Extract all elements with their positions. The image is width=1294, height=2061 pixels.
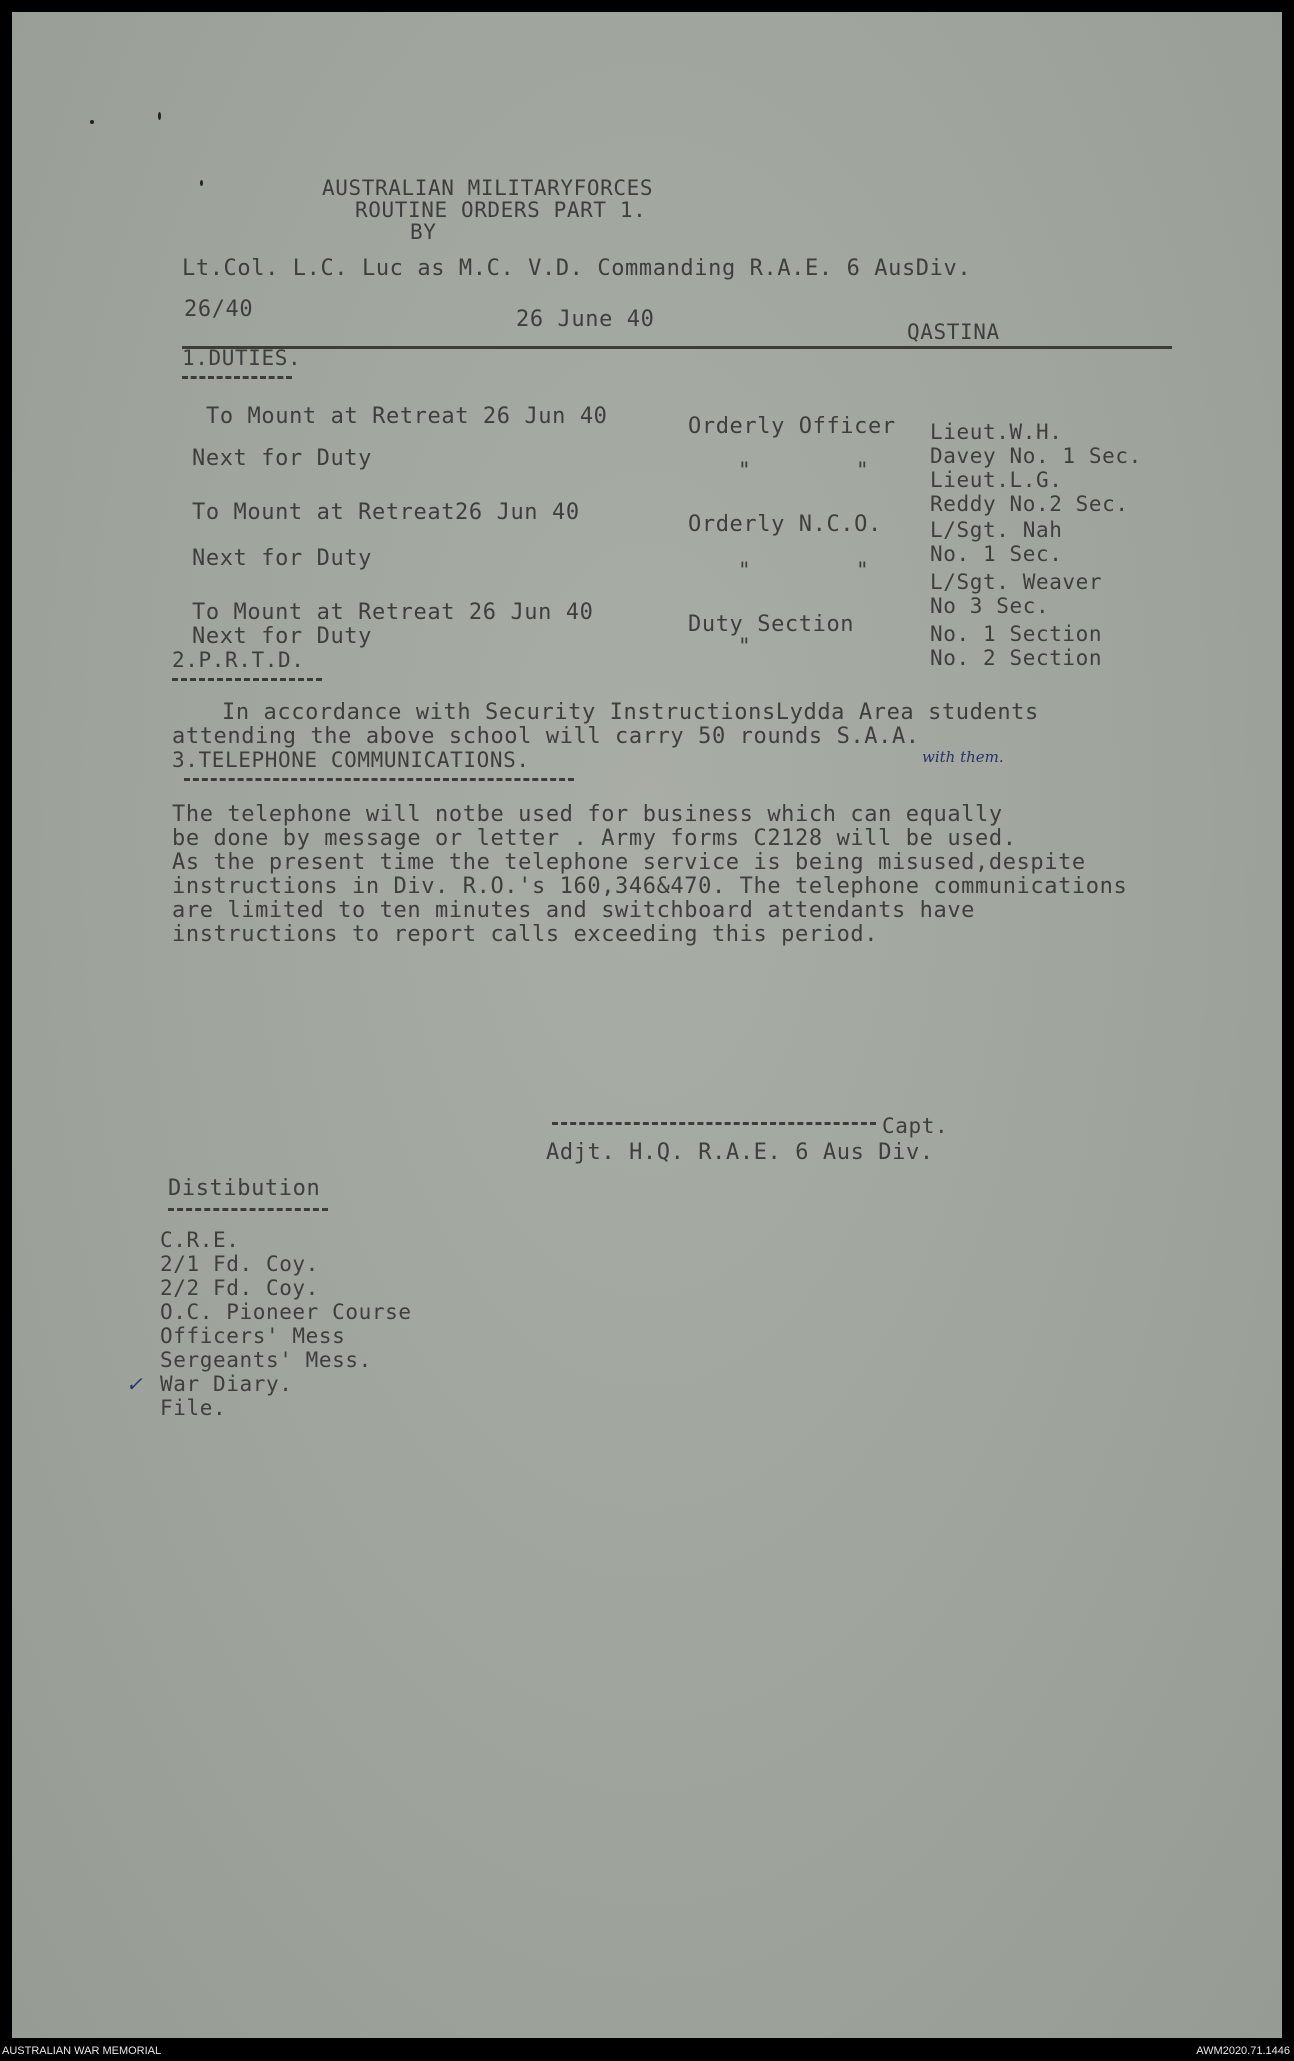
duty-row-right: No. 2 Section xyxy=(930,646,1103,670)
signature-line xyxy=(552,1122,876,1125)
distribution-item: Sergeants' Mess. xyxy=(160,1348,372,1372)
duty-row-right: No. 1 Section xyxy=(930,622,1103,646)
order-place: QASTINA xyxy=(907,320,1000,344)
section3-line: be done by message or letter . Army forms C2128 will be used. xyxy=(172,826,1017,851)
duty-row-right: L/Sgt. Weaver xyxy=(930,570,1103,594)
footer-reference: AWM2020.71.1446 xyxy=(1196,2045,1290,2057)
distribution-item: File. xyxy=(160,1396,227,1420)
distribution-item: 2/2 Fd. Coy. xyxy=(160,1276,319,1300)
header-line3: BY xyxy=(410,220,437,244)
duty-row-mid: Orderly N.C.O. xyxy=(688,512,882,537)
ditto-mark: " xyxy=(738,558,752,582)
duty-row-right: L/Sgt. Nah xyxy=(930,518,1063,542)
section2-line: In accordance with Security InstructionsLydda Area students xyxy=(222,700,1039,725)
section3-title: 3.TELEPHONE COMMUNICATIONS. xyxy=(172,748,530,772)
ditto-mark: " xyxy=(738,458,752,482)
tick-mark: ✓ xyxy=(126,1372,143,1396)
duty-row-left: To Mount at Retreat 26 Jun 40 xyxy=(206,404,608,429)
header-rule xyxy=(182,346,1172,349)
ink-speck xyxy=(200,180,203,186)
header-line4: Lt.Col. L.C. Luc as M.C. V.D. Commanding R.A.E. 6 AusDiv. xyxy=(182,256,972,281)
distribution-item: C.R.E. xyxy=(160,1228,240,1252)
duty-row-right: Lieut.W.H. xyxy=(930,420,1063,444)
section3-line: are limited to ten minutes and switchboard attendants have xyxy=(172,898,976,923)
order-number: 26/40 xyxy=(184,297,254,322)
ink-speck xyxy=(90,120,94,124)
header-line1: AUSTRALIAN MILITARYFORCES xyxy=(322,176,654,200)
section2-line: attending the above school will carry 50 rounds S.A.A. xyxy=(172,724,920,749)
section1-title: 1.DUTIES. xyxy=(182,346,302,370)
duty-row-right: Davey No. 1 Sec. xyxy=(930,444,1142,468)
distribution-item: O.C. Pioneer Course xyxy=(160,1300,412,1324)
duty-row-right: No. 1 Sec. xyxy=(930,542,1063,566)
duty-row-mid: Duty Section xyxy=(688,612,855,637)
distribution-item: Officers' Mess xyxy=(160,1324,346,1348)
section3-line: The telephone will notbe used for business which can equally xyxy=(172,802,1003,827)
duty-row-left: Next for Duty xyxy=(192,546,372,571)
duty-row-mid: Orderly Officer xyxy=(688,414,896,439)
duty-row-left: Next for Duty xyxy=(192,446,372,471)
distribution-item: War Diary. xyxy=(160,1372,293,1396)
section3-line: As the present time the telephone service is being misused,despite xyxy=(172,850,1086,875)
handwritten-annotation: with them. xyxy=(922,748,1004,766)
section3-underline xyxy=(184,778,574,781)
order-date: 26 June 40 xyxy=(516,307,655,332)
duty-row-right: Reddy No.2 Sec. xyxy=(930,492,1129,516)
header-line2: ROUTINE ORDERS PART 1. xyxy=(355,198,647,222)
duty-row-right: Lieut.L.G. xyxy=(930,468,1063,492)
distribution-title: Distibution xyxy=(168,1176,321,1201)
document-page xyxy=(12,12,1282,2038)
footer-credit: AUSTRALIAN WAR MEMORIAL xyxy=(2,2045,162,2057)
ditto-mark: " xyxy=(856,458,870,482)
duty-row-left: Next for Duty xyxy=(192,624,372,649)
duty-row-left: To Mount at Retreat26 Jun 40 xyxy=(192,500,580,525)
ditto-mark: " xyxy=(856,558,870,582)
duty-row-right: No 3 Sec. xyxy=(930,594,1050,618)
ditto-mark: " xyxy=(738,634,752,658)
distribution-item: 2/1 Fd. Coy. xyxy=(160,1252,319,1276)
duty-row-left: To Mount at Retreat 26 Jun 40 xyxy=(192,600,594,625)
section1-underline xyxy=(182,376,292,379)
distribution-underline xyxy=(168,1208,328,1211)
section2-title: 2.P.R.T.D. xyxy=(172,648,305,672)
signature-title: Adjt. H.Q. R.A.E. 6 Aus Div. xyxy=(546,1140,934,1165)
section3-line: instructions to report calls exceeding this period. xyxy=(172,922,879,947)
section2-underline xyxy=(172,678,322,681)
ink-speck xyxy=(158,112,161,120)
section3-line: instructions in Div. R.O.'s 160,346&470. The telephone communications xyxy=(172,874,1128,899)
signature-rank: Capt. xyxy=(882,1114,949,1138)
